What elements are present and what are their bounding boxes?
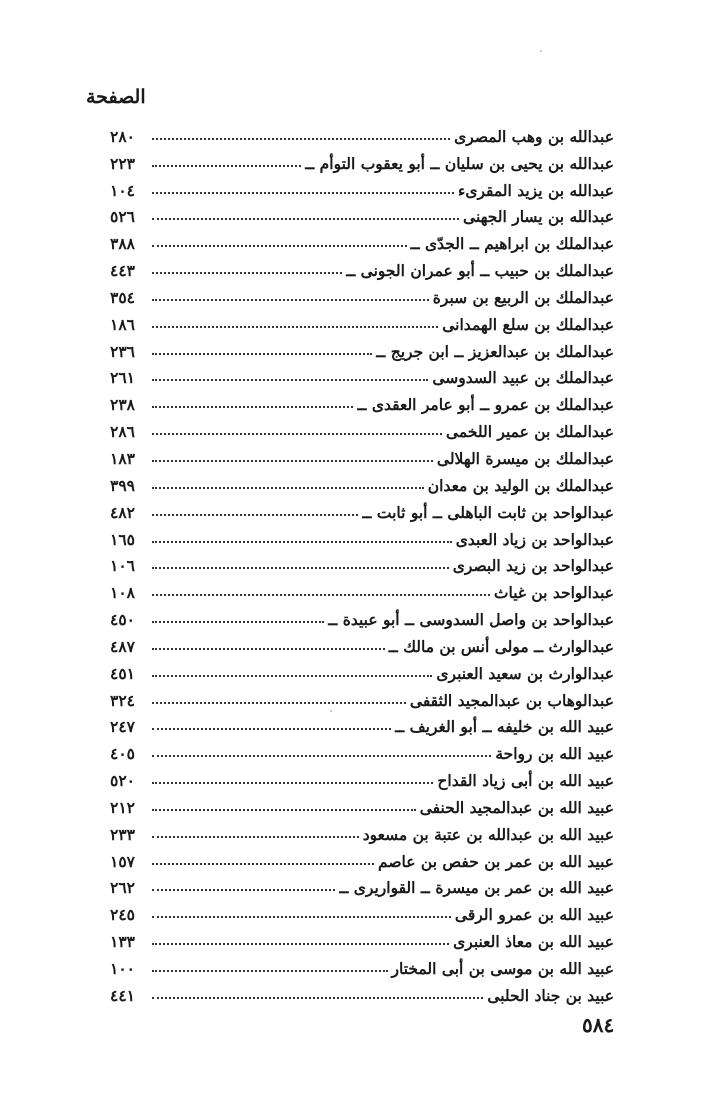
- entry-page-number: ٢٦٢: [110, 878, 135, 898]
- entry-page-number: ٢١٢: [110, 797, 135, 817]
- dot-leader: [152, 487, 424, 489]
- entry-page-number: ١٦٥: [110, 529, 135, 549]
- entry-page-number: ٢٨٦: [110, 422, 135, 442]
- entry-name: عبدالواحد بن زياد العبدى: [455, 529, 614, 549]
- dot-leader: [152, 702, 406, 704]
- entry-name: عبيد الله بن معاذ العنبرى: [453, 932, 614, 952]
- dot-leader: [152, 433, 442, 435]
- entry-name: عبيد الله بن أبى زياد القداح: [437, 771, 614, 791]
- entry-name: عبدالملك بن عبدالعزيز ــ ابن جريج ــ: [376, 341, 614, 361]
- index-entry: [110, 683, 614, 710]
- entry-page-number: ٤٤١: [110, 985, 135, 1005]
- index-entry: [110, 710, 614, 737]
- index-entry: [110, 871, 614, 898]
- dot-leader: [152, 218, 459, 220]
- dot-leader: [152, 675, 432, 677]
- dot-leader: [152, 192, 454, 194]
- dot-leader: [152, 997, 483, 999]
- dot-leader: [152, 272, 342, 274]
- entry-page-number: ١٣٣: [110, 932, 135, 952]
- entry-name: عبدالملك بن الوليد بن معدان: [427, 475, 614, 495]
- page-column-header: الصفحة: [86, 86, 146, 108]
- index-entry: [110, 549, 614, 576]
- index-entry: [110, 924, 614, 951]
- entry-page-number: ١٠٤: [110, 180, 135, 200]
- dot-leader: [152, 889, 335, 891]
- entry-page-number: ٣٢٤: [110, 690, 135, 710]
- entry-page-number: ٣٨٨: [110, 234, 135, 254]
- index-entry: [110, 334, 614, 361]
- dot-leader: [152, 836, 359, 838]
- entry-page-number: ٢٣٨: [110, 395, 135, 415]
- index-entry: [110, 414, 614, 441]
- dot-leader: [152, 138, 450, 140]
- entry-page-number: ٣٥٤: [110, 287, 135, 307]
- entry-name: عبيد بن جناد الحلبى: [487, 985, 614, 1005]
- entry-page-number: ٢٢٣: [110, 153, 135, 173]
- dot-leader: [152, 970, 388, 972]
- dot-leader: [152, 353, 372, 355]
- entry-name: عبدالوارث ــ مولى أنس بن مالك ــ: [388, 636, 614, 656]
- dot-leader: [152, 916, 451, 918]
- index-entry: [110, 226, 614, 253]
- index-entry: [110, 602, 614, 629]
- entry-name: عبدالواحد بن ثابت الباهلى ــ أبو ثابت ــ: [362, 502, 614, 522]
- paper-speck: [540, 50, 542, 52]
- entry-name: عبيد الله بن عمرو الرقى: [454, 905, 614, 925]
- dot-leader: [152, 514, 358, 516]
- index-entry: [110, 200, 614, 227]
- entry-page-number: ١٥٧: [110, 851, 135, 871]
- dot-leader: [152, 245, 407, 247]
- entry-name: عبدالملك بن عمرو ــ أبو عامر العقدى ــ: [357, 395, 614, 415]
- entry-name: عبيد الله بن عمر بن حفص بن عاصم: [378, 851, 614, 871]
- index-entry: [110, 763, 614, 790]
- entry-name: عبدالملك بن سلع الهمدانى: [442, 314, 614, 334]
- entry-page-number: ٤٥٠: [110, 610, 135, 630]
- entry-name: عبدالوارث بن سعيد العنبرى: [436, 663, 614, 683]
- dot-leader: [152, 541, 452, 543]
- entry-page-number: ١٠٠: [110, 959, 135, 978]
- dot-leader: [152, 782, 433, 784]
- index-entry: [110, 119, 614, 146]
- entry-page-number: ٢٤٧: [110, 717, 135, 737]
- entry-page-number: ٤٨٧: [110, 636, 135, 656]
- entry-page-number: ٤٠٥: [110, 744, 135, 764]
- entry-page-number: ٣٩٩: [110, 475, 135, 495]
- entry-name: عبدالملك بن عمير اللخمى: [445, 422, 614, 442]
- entry-page-number: ٥٢٦: [110, 207, 135, 227]
- entry-name: عبدالله بن يحيى بن سليان ــ أبو يعقوب التوأم ــ: [305, 153, 614, 173]
- entry-page-number: ٤٥١: [110, 663, 135, 683]
- entry-name: عبيد الله بن خليفه ــ أبو الغريف ــ: [395, 717, 614, 737]
- entry-page-number: ٤٤٣: [110, 261, 135, 281]
- dot-leader: [152, 863, 374, 865]
- entry-page-number: ١٠٨: [110, 583, 135, 603]
- dot-leader: [152, 379, 428, 381]
- entry-name: عبدالواحد بن واصل السدوسى ــ أبو عبيدة ــ: [328, 610, 614, 630]
- index-entry: [110, 978, 614, 1005]
- entry-page-number: ٢٨٠: [110, 126, 135, 146]
- entry-name: عبدالواحد بن غياث: [493, 583, 614, 603]
- entry-page-number: ٢٣٦: [110, 341, 135, 361]
- entry-name: عبيد الله بن موسى بن أبى المختار: [391, 959, 614, 978]
- dot-leader: [152, 943, 449, 945]
- index-entry: [110, 629, 614, 656]
- index-entry: [110, 575, 614, 602]
- entry-name: عبدالله بن وهب المصرى: [454, 126, 614, 146]
- dot-leader: [152, 165, 301, 167]
- index-entry: [110, 361, 614, 388]
- index-entry: [110, 790, 614, 817]
- index-entry: [110, 173, 614, 200]
- dot-leader: [152, 460, 433, 462]
- index-entry: [110, 253, 614, 280]
- dot-leader: [152, 299, 429, 301]
- dot-leader: [152, 594, 490, 596]
- dot-leader: [152, 648, 385, 650]
- entry-name: عبدالملك بن حبيب ــ أبو عمران الجونى ــ: [346, 261, 614, 281]
- entry-page-number: ٥٢٠: [110, 771, 135, 791]
- dot-leader: [152, 755, 491, 757]
- entry-name: عبدالوهاب بن عبدالمجيد الثقفى: [409, 690, 614, 710]
- dot-leader: [152, 728, 391, 730]
- entry-name: عبيد الله بن رواحة: [495, 744, 614, 764]
- entry-name: عبدالله بن يزيد المقرىء: [458, 180, 614, 200]
- index-entry: [110, 897, 614, 924]
- entry-page-number: ٢٤٥: [110, 905, 135, 925]
- index-entries-list: [110, 119, 614, 1005]
- entry-name: عبيد الله بن عبدالله بن عتبة بن مسعود: [362, 824, 614, 844]
- index-entry: [110, 468, 614, 495]
- entry-name: عبدالملك بن ابراهيم ــ الجدّى ــ: [410, 234, 614, 254]
- index-entry: [110, 441, 614, 468]
- entry-name: عبيد الله بن عبدالمجيد الحنفى: [419, 797, 614, 817]
- index-entry: [110, 736, 614, 763]
- dot-leader: [152, 326, 438, 328]
- entry-name: عبدالملك بن ميسرة الهلالى: [436, 448, 614, 468]
- index-entry: [110, 387, 614, 414]
- entry-name: عبدالواحد بن زيد البصرى: [452, 556, 614, 576]
- entry-name: عبدالله بن يسار الجهنى: [463, 207, 614, 227]
- index-entry: [110, 280, 614, 307]
- entry-page-number: ١٨٦: [110, 314, 135, 334]
- entry-page-number: ٢٣٣: [110, 824, 135, 844]
- index-entry: [110, 522, 614, 549]
- entry-name: عبيد الله بن عمر بن ميسرة ــ القواريرى ــ: [339, 878, 614, 898]
- entry-name: عبدالملك بن عبيد السدوسى: [432, 368, 614, 388]
- entry-name: عبدالملك بن الربيع بن سبرة: [432, 287, 614, 307]
- index-entry: [110, 307, 614, 334]
- dot-leader: [152, 406, 353, 408]
- index-entry: [110, 844, 614, 871]
- page-number: ٥٨٤: [582, 1013, 615, 1037]
- entry-page-number: ١٨٣: [110, 448, 135, 468]
- index-entry: [110, 146, 614, 173]
- dot-leader: [152, 809, 416, 811]
- index-entry: [110, 951, 614, 978]
- entry-page-number: ١٠٦: [110, 556, 135, 576]
- index-entry: [110, 495, 614, 522]
- dot-leader: [152, 567, 449, 569]
- dot-leader: [152, 621, 324, 623]
- index-entry: [110, 817, 614, 844]
- entry-page-number: ٤٨٢: [110, 502, 135, 522]
- index-entry: [110, 656, 614, 683]
- entry-page-number: ٢٦١: [110, 368, 135, 388]
